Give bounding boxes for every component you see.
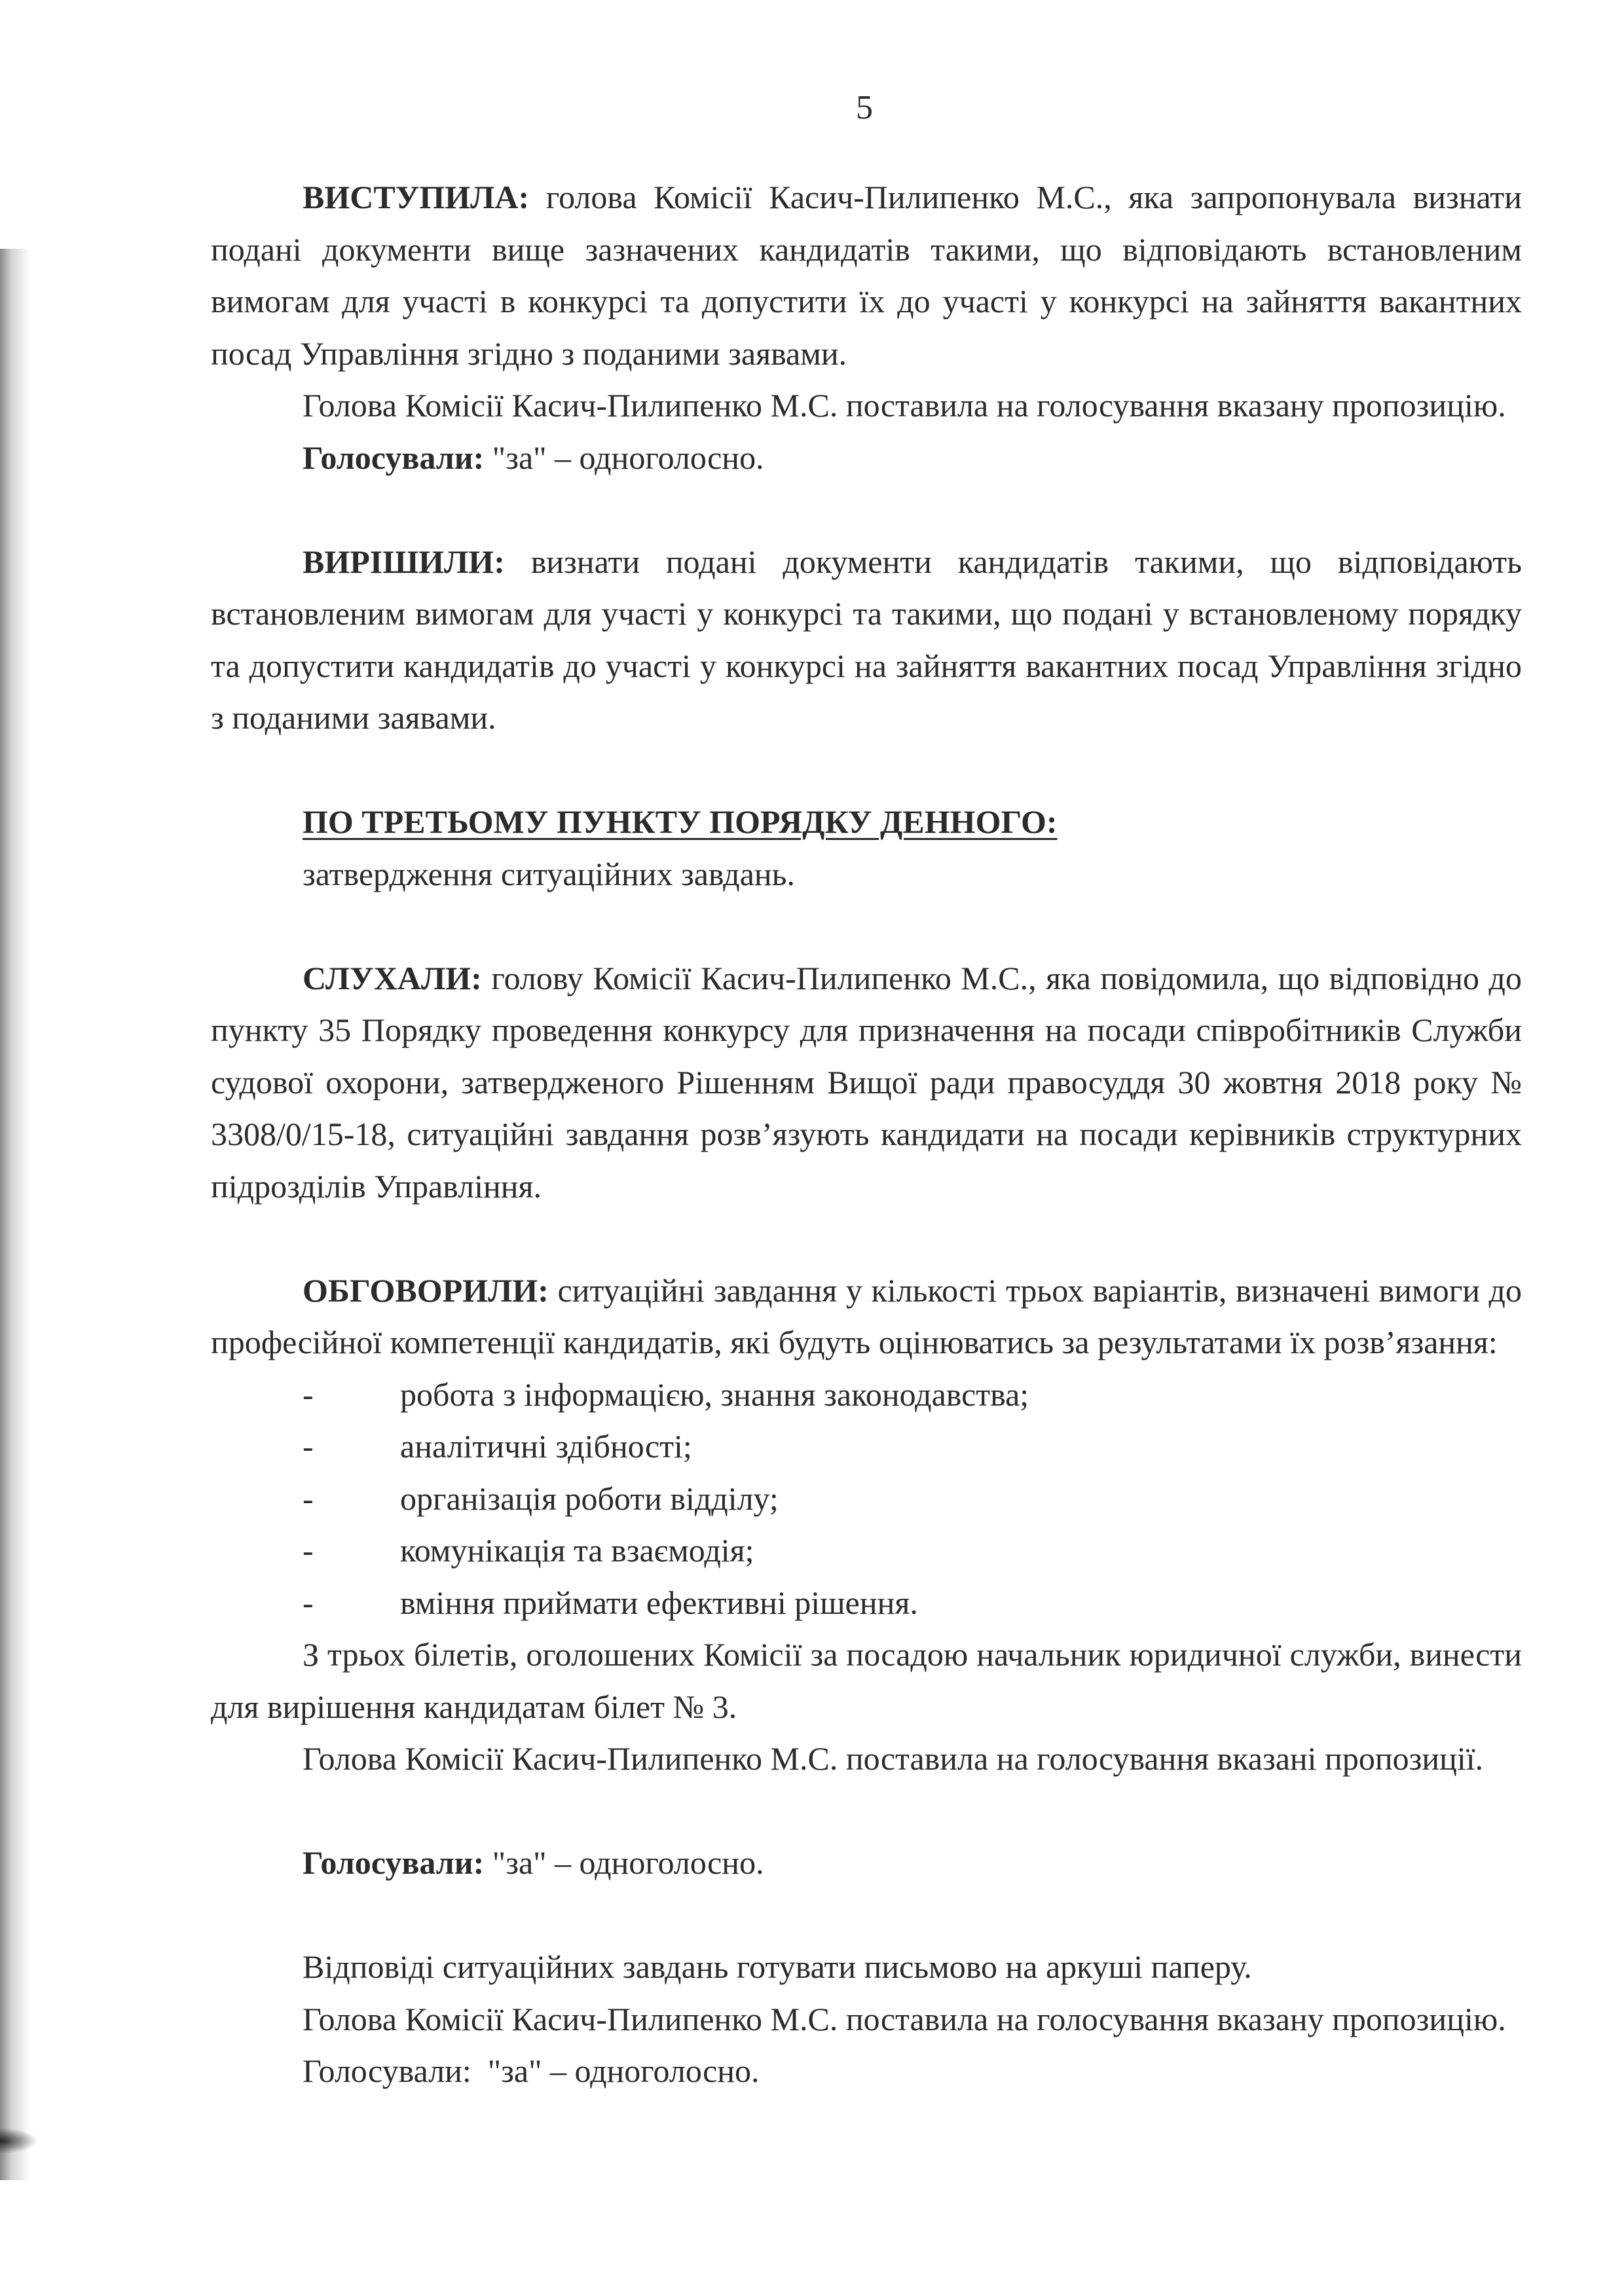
agenda-item-text: затвердження ситуаційних завдань. (303, 855, 795, 892)
vote-result-3: Голосували: "за" – одноголосно. (303, 2052, 760, 2089)
paragraph-vystupyla (211, 172, 1522, 380)
vote-label: Голосували: (303, 439, 485, 476)
list-item (211, 1577, 1522, 1630)
list-item-text: робота з інформацією, знання законодавства; (400, 1376, 1029, 1413)
paragraph-vote-proposal-2: Голова Комісії Касич-Пилипенко М.С. поставила на голосування вказані пропозиції. (303, 1740, 1484, 1777)
paragraph-obhovoryly (211, 1265, 1522, 1369)
paragraph-label: ВИРІШИЛИ: (303, 543, 505, 580)
list-item-text: комунікація та взаємодія; (400, 1532, 754, 1569)
paragraph-label: СЛУХАЛИ: (303, 959, 482, 996)
spacer (211, 900, 1522, 953)
paragraph-label: ВИСТУПИЛА: (303, 179, 530, 215)
paragraph-tickets: З трьох білетів, оголошених Комісії за посадою начальник юридичної служби, винести для вирішення кандидатам білет № 3. (211, 1636, 1522, 1725)
list-dash: - (303, 1376, 314, 1413)
spacer (211, 1889, 1522, 1942)
paragraph-vote-proposal-3: Голова Комісії Касич-Пилипенко М.С. поставила на голосування вказану пропозицію. (303, 2000, 1506, 2037)
spacer (211, 484, 1522, 536)
list-dash: - (303, 1532, 314, 1569)
scan-edge-shadow (0, 249, 30, 2180)
paragraph-text: ситуаційні завдання у кількості трьох варіантів, визначені вимоги до професійної компетенції кандидатів, які будуть оцінюватись за результатами їх розв’язання: (211, 1271, 1522, 1360)
spacer (211, 1212, 1522, 1265)
paragraph-text: голова Комісії Касич-Пилипенко М.С., яка запропонувала визнати подані документи вище зазначених кандидатів такими, що відповідають встановленим вимогам для участі в конкурсі та допустити їх до участі у конкурсі на зайняття вакантних посад Управління згідно з поданими заявами. (211, 179, 1522, 372)
list-dash: - (303, 1428, 314, 1465)
scan-edge-mark (0, 2128, 38, 2154)
paragraph-vyrishyly (211, 536, 1522, 744)
spacer (211, 744, 1522, 797)
paragraph-vote-proposal-1: Голова Комісії Касич-Пилипенко М.С. поставила на голосування вказану пропозицію. (303, 387, 1506, 424)
list-item (211, 1369, 1522, 1421)
vote-result-2 (211, 1837, 1522, 1889)
vote-text: "за" – одноголосно. (484, 439, 764, 476)
vote-text: "за" – одноголосно. (484, 1844, 764, 1881)
paragraph-label: ОБГОВОРИЛИ: (303, 1271, 549, 1309)
list-item-text: вміння приймати ефективні рішення. (400, 1584, 918, 1621)
agenda-item-heading: ПО ТРЕТЬОМУ ПУНКТУ ПОРЯДКУ ДЕННОГО: (303, 803, 1058, 840)
list-dash: - (303, 1584, 314, 1621)
vote-label: Голосували: (303, 1844, 485, 1881)
paragraph-slukhaly (211, 953, 1522, 1213)
spacer (211, 1785, 1522, 1838)
competence-list (211, 1369, 1522, 1630)
list-dash: - (303, 1480, 314, 1517)
list-item-text: аналітичні здібності; (400, 1428, 692, 1465)
paragraph-text: визнати подані документи кандидатів такими, що відповідають встановленим вимогам для участі у конкурсі та такими, що подані у встановленому порядку та допустити кандидатів до участі у конкурсі на зайняття вакантних посад Управління згідно з поданими заявами. (211, 543, 1522, 736)
list-item (211, 1421, 1522, 1473)
vote-result-1 (211, 432, 1522, 484)
paragraph-text: голову Комісії Касич-Пилипенко М.С., яка повідомила, що відповідно до пункту 35 Порядку проведення конкурсу для призначення на посади співробітників Служби судової охорони, затвердженого Рішенням Вищої ради правосуддя 30 жовтня 2018 року № 3308/0/15-18, ситуаційні завдання розв’язують кандидати на посади керівників структурних підрозділів Управління. (211, 959, 1522, 1205)
page-number: 5 (856, 89, 873, 126)
list-item (211, 1525, 1522, 1577)
paragraph-answers: Відповіді ситуаційних завдань готувати письмово на аркуші паперу. (303, 1948, 1252, 1985)
list-item-text: організація роботи відділу; (400, 1480, 779, 1517)
list-item (211, 1473, 1522, 1525)
document-body (211, 172, 1522, 2098)
